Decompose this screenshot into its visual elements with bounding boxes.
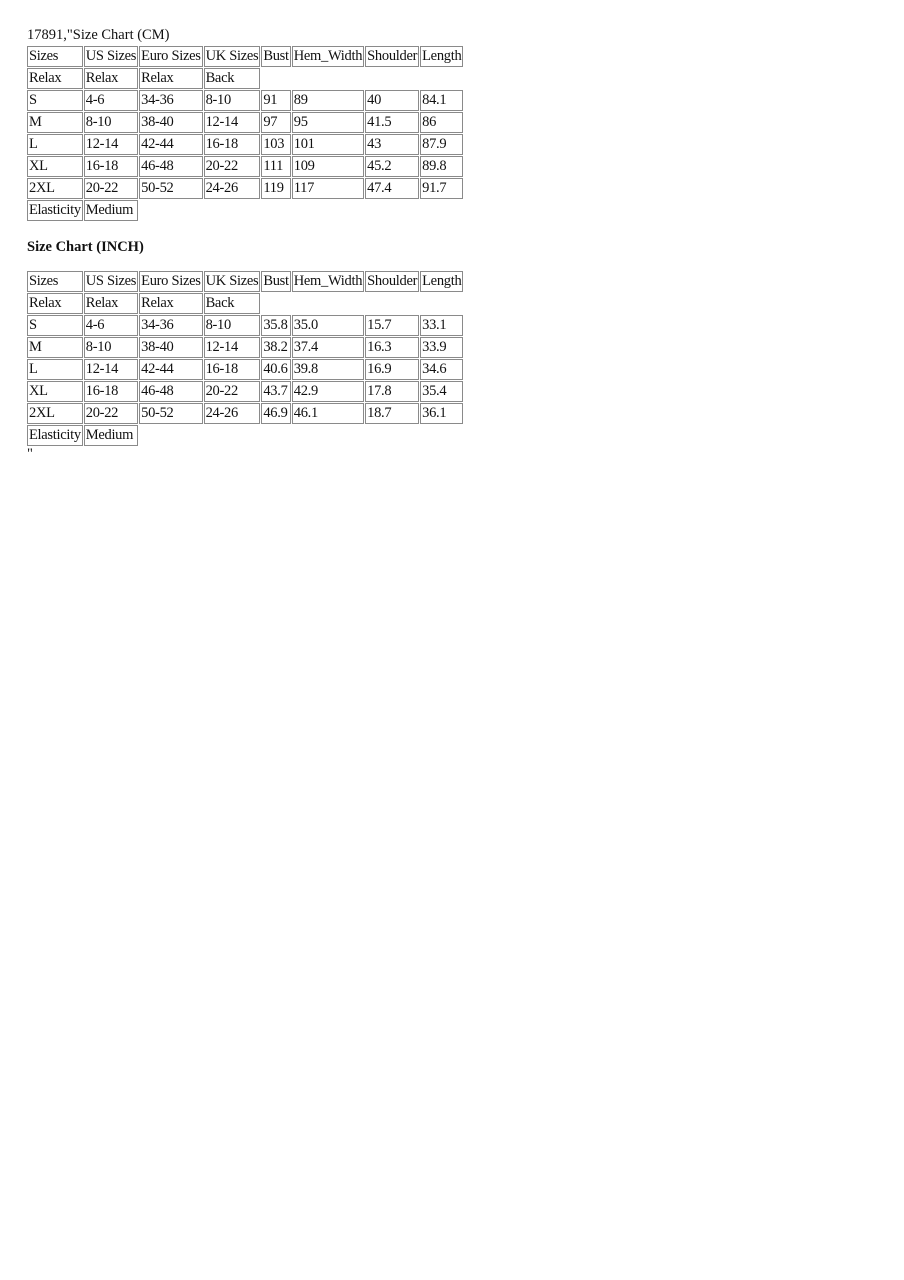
table-cell: S — [27, 315, 83, 336]
table-cell: 39.8 — [292, 359, 364, 380]
table-cell: 50-52 — [139, 178, 202, 199]
table-cell: 46-48 — [139, 156, 202, 177]
table-cell: 8-10 — [204, 315, 261, 336]
table-cell: 95 — [292, 112, 364, 133]
table-cell: 34-36 — [139, 315, 202, 336]
empty-cell — [261, 293, 290, 314]
table-cell: 36.1 — [420, 403, 463, 424]
table-cell: XL — [27, 381, 83, 402]
table-cell: 12-14 — [84, 359, 138, 380]
table-cell: Relax — [27, 68, 83, 89]
fit-row — [27, 293, 463, 314]
table-cell: Hem_Width — [292, 271, 364, 292]
table-row — [27, 178, 463, 199]
table-row — [27, 134, 463, 155]
table-cell: 38-40 — [139, 337, 202, 358]
table-cell: 16-18 — [204, 134, 261, 155]
table-row — [27, 90, 463, 111]
table-cell: 47.4 — [365, 178, 419, 199]
table-row — [27, 112, 463, 133]
table-cell: Relax — [27, 293, 83, 314]
table-cell: 89.8 — [420, 156, 463, 177]
table-cell: 101 — [292, 134, 364, 155]
table-cell: Shoulder — [365, 46, 419, 67]
table-cell: 12-14 — [84, 134, 138, 155]
table-cell: 34-36 — [139, 90, 202, 111]
table-cell: M — [27, 337, 83, 358]
table-cell: S — [27, 90, 83, 111]
trailer-text: " — [27, 446, 33, 462]
table-cell: UK Sizes — [204, 271, 261, 292]
table-cell: 86 — [420, 112, 463, 133]
table-row — [27, 315, 463, 336]
table-cell: 8-10 — [84, 112, 138, 133]
empty-cell — [365, 293, 419, 314]
table-cell: Elasticity — [27, 425, 83, 446]
size-chart-cm-table — [26, 45, 464, 222]
table-cell: Sizes — [27, 271, 83, 292]
table-row — [27, 337, 463, 358]
table-cell: 119 — [261, 178, 290, 199]
table-cell: 12-14 — [204, 337, 261, 358]
table-cell: Hem_Width — [292, 46, 364, 67]
table-cell: L — [27, 359, 83, 380]
table-cell: 97 — [261, 112, 290, 133]
table-cell: 20-22 — [204, 156, 261, 177]
table-row — [27, 381, 463, 402]
table-cell: Bust — [261, 46, 290, 67]
table-cell: 35.4 — [420, 381, 463, 402]
table-cell: 24-26 — [204, 403, 261, 424]
table-cell: 33.1 — [420, 315, 463, 336]
table-cell: Relax — [84, 68, 138, 89]
table-cell: 18.7 — [365, 403, 419, 424]
table-cell: 89 — [292, 90, 364, 111]
table-cell: 91 — [261, 90, 290, 111]
table-cell: 35.8 — [261, 315, 290, 336]
table-cell: 43 — [365, 134, 419, 155]
table-cell: 38.2 — [261, 337, 290, 358]
table-cell: Bust — [261, 271, 290, 292]
table-cell: 16-18 — [204, 359, 261, 380]
table-cell: Euro Sizes — [139, 271, 202, 292]
empty-cell — [292, 293, 364, 314]
table-cell: 42.9 — [292, 381, 364, 402]
table-cell: 12-14 — [204, 112, 261, 133]
table-cell: 84.1 — [420, 90, 463, 111]
table-cell: 87.9 — [420, 134, 463, 155]
table-cell: 111 — [261, 156, 290, 177]
table-cell: UK Sizes — [204, 46, 261, 67]
elasticity-row — [27, 425, 463, 446]
table-cell: 4-6 — [84, 90, 138, 111]
table-cell: 8-10 — [84, 337, 138, 358]
table-cell: 17.8 — [365, 381, 419, 402]
table-cell: US Sizes — [84, 271, 138, 292]
table-cell: 16.9 — [365, 359, 419, 380]
table-cell: 20-22 — [204, 381, 261, 402]
empty-cell — [261, 68, 290, 89]
table-row — [27, 359, 463, 380]
table-cell: 46.9 — [261, 403, 290, 424]
empty-cell — [292, 68, 364, 89]
empty-cell — [420, 68, 463, 89]
table-cell: 2XL — [27, 403, 83, 424]
size-chart-inch-title: Size Chart (INCH) — [27, 239, 144, 255]
table-cell: 4-6 — [84, 315, 138, 336]
empty-cell — [365, 68, 419, 89]
table-cell: Medium — [84, 425, 138, 446]
size-chart-inch-table — [26, 270, 464, 447]
table-cell: 45.2 — [365, 156, 419, 177]
table-cell: Back — [204, 68, 261, 89]
empty-cell — [420, 293, 463, 314]
table-cell: Relax — [84, 293, 138, 314]
table-cell: 42-44 — [139, 359, 202, 380]
table-cell: Length — [420, 46, 463, 67]
table-cell: XL — [27, 156, 83, 177]
table-cell: Shoulder — [365, 271, 419, 292]
table-cell: 40.6 — [261, 359, 290, 380]
table-cell: 34.6 — [420, 359, 463, 380]
table-cell: Medium — [84, 200, 138, 221]
table-cell: L — [27, 134, 83, 155]
table-cell: 8-10 — [204, 90, 261, 111]
table-cell: 43.7 — [261, 381, 290, 402]
document-page — [27, 26, 887, 461]
table-cell: 35.0 — [292, 315, 364, 336]
table-cell: Elasticity — [27, 200, 83, 221]
table-cell: 37.4 — [292, 337, 364, 358]
table-cell: 103 — [261, 134, 290, 155]
fit-row — [27, 68, 463, 89]
table-cell: Euro Sizes — [139, 46, 202, 67]
table-cell: 16-18 — [84, 156, 138, 177]
table-cell: 91.7 — [420, 178, 463, 199]
table-cell: 33.9 — [420, 337, 463, 358]
table-cell: Length — [420, 271, 463, 292]
header-row — [27, 271, 463, 292]
header-text: 17891,"Size Chart (CM) — [27, 27, 170, 43]
table-cell: 41.5 — [365, 112, 419, 133]
table-cell: 24-26 — [204, 178, 261, 199]
table-cell: Relax — [139, 68, 202, 89]
elasticity-row — [27, 200, 463, 221]
table-cell: 38-40 — [139, 112, 202, 133]
table-cell: 40 — [365, 90, 419, 111]
table-cell: 2XL — [27, 178, 83, 199]
table-cell: 50-52 — [139, 403, 202, 424]
table-cell: 117 — [292, 178, 364, 199]
table-cell: 16-18 — [84, 381, 138, 402]
table-cell: Back — [204, 293, 261, 314]
table-row — [27, 403, 463, 424]
table-cell: M — [27, 112, 83, 133]
table-cell: 15.7 — [365, 315, 419, 336]
table-cell: 42-44 — [139, 134, 202, 155]
table-cell: US Sizes — [84, 46, 138, 67]
table-cell: Relax — [139, 293, 202, 314]
table-cell: 20-22 — [84, 178, 138, 199]
table-cell: 16.3 — [365, 337, 419, 358]
table-cell: 46-48 — [139, 381, 202, 402]
table-cell: Sizes — [27, 46, 83, 67]
table-cell: 20-22 — [84, 403, 138, 424]
header-row — [27, 46, 463, 67]
table-cell: 109 — [292, 156, 364, 177]
table-cell: 46.1 — [292, 403, 364, 424]
table-row — [27, 156, 463, 177]
